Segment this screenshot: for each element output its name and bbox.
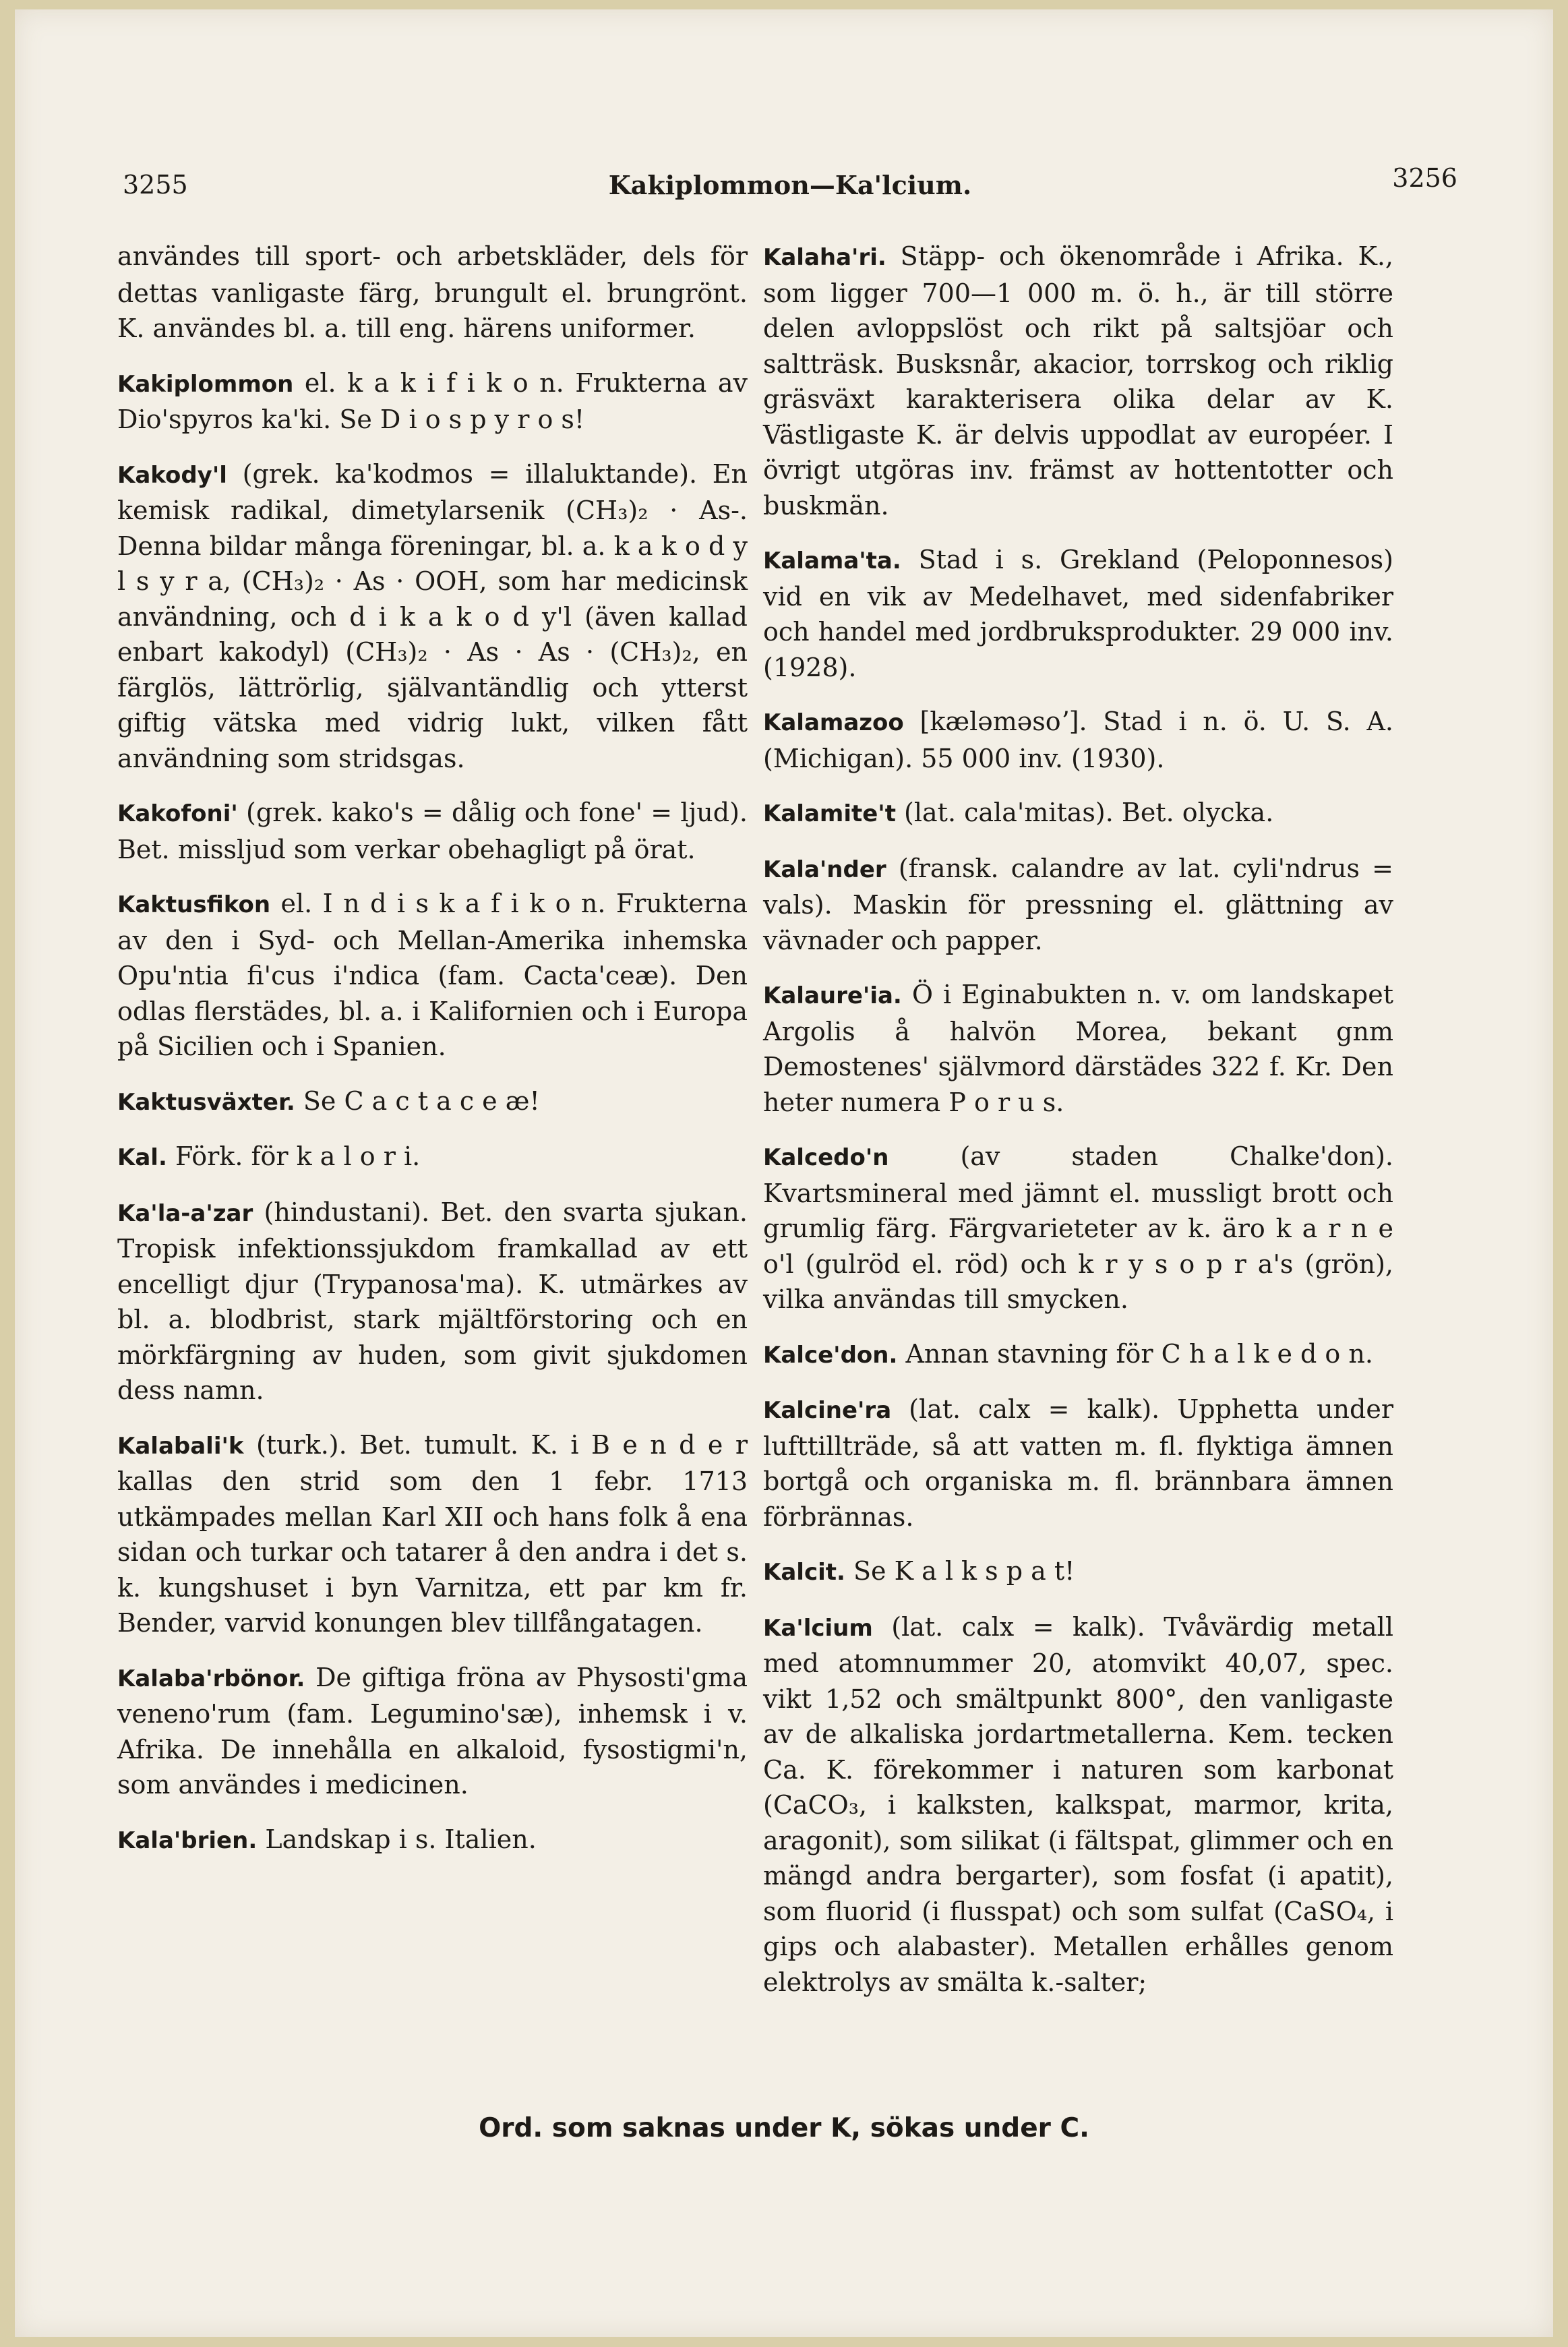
dictionary-entry bbox=[763, 542, 1393, 685]
entry-headword: Kalaure'ia. bbox=[763, 982, 902, 1009]
entry-headword: Kalaba'rbönor. bbox=[117, 1665, 305, 1692]
entry-text: (hindustani). Bet. den svarta sjukan. Tropisk infektionssjukdom framkallad av ett encelligt djur (Trypanosa'ma). K. utmärkes av bl. a. blodbrist, stark mjältförstoring och en mörkfärgning av huden, som givit sjukdomen dess namn. bbox=[117, 1197, 748, 1405]
entry-headword: Ka'la-a'zar bbox=[117, 1199, 253, 1227]
entry-text: Förk. för k a l o r i. bbox=[175, 1141, 421, 1171]
entry-text: (av staden Chalke'don). Kvartsmineral med jämnt el. mussligt brott och grumlig färg. Färgvarieteter av k. äro k a r n e o'l (gulröd el. röd) och k r y s o p r a's (grön), vilka användas till smycken. bbox=[763, 1141, 1393, 1314]
dictionary-entry bbox=[763, 1609, 1393, 2000]
entry-headword: Kalcedo'n bbox=[763, 1144, 889, 1171]
dictionary-entry bbox=[117, 1083, 748, 1121]
page-footer-note: Ord. som saknas under K, sökas under C. bbox=[479, 2113, 1089, 2143]
entry-headword: Kala'nder bbox=[763, 856, 886, 883]
entry-text: De giftiga fröna av Physosti'gma veneno'rum (fam. Legumino'sæ), inhemsk i v. Afrika. De innehålla en alkaloid, fysostigmi'n, som användes i medicinen. bbox=[117, 1662, 748, 1800]
right-column bbox=[763, 239, 1393, 2019]
entry-headword: Kakiplommon bbox=[117, 370, 294, 398]
entry-text: (lat. calx = kalk). Tvåvärdig metall med atomnummer 20, atomvikt 40,07, spec. vikt 1,52 och smältpunkt 800°, den vanligaste av de alkaliska jordartmetallerna. Kem. tecken Ca. K. förekommer i naturen som karbonat (CaCO₃, i kalksten, kalkspat, marmor, krita, aragonit), som silikat (i fältspat, glimmer och en mängd andra bergarter), som fosfat (i apatit), som fluorid (i flusspat) och som sulfat (CaSO₄, i gips och alabaster). Metallen erhålles genom elektrolys av smälta k.-salter; bbox=[763, 1611, 1393, 1997]
dictionary-entry bbox=[117, 886, 748, 1065]
entry-text: Landskap i s. Italien. bbox=[265, 1824, 537, 1854]
dictionary-entry bbox=[763, 1139, 1393, 1317]
entry-headword: Kalcit. bbox=[763, 1559, 845, 1586]
entry-text: (fransk. calandre av lat. cyli'ndrus = vals). Maskin för pressning el. glättning av vävnader och papper. bbox=[763, 853, 1393, 955]
entry-headword: Kalce'don. bbox=[763, 1341, 898, 1369]
dictionary-entry bbox=[763, 851, 1393, 959]
entry-headword: Ka'lcium bbox=[763, 1614, 873, 1642]
dictionary-entry bbox=[117, 1427, 748, 1641]
entry-text: Stäpp- och ökenområde i Afrika. K., som ligger 700—1 000 m. ö. h., är till större delen avloppslöst och rikt på saltsjöar och saltträsk. Busksnår, akacior, torrskog och riklig gräsväxt karakterisera olika delar av K. Västligaste K. är delvis uppodlat av européer. I övrigt utgöras inv. främst av hottentotter och buskmän. bbox=[763, 241, 1393, 521]
entry-headword: Kalaha'ri. bbox=[763, 244, 886, 271]
page-number-right: 3256 bbox=[1392, 163, 1457, 193]
document-page bbox=[15, 9, 1553, 2337]
entry-headword: Kalabali'k bbox=[117, 1432, 244, 1460]
dictionary-entry bbox=[763, 1392, 1393, 1535]
entry-headword: Kaktusfikon bbox=[117, 891, 271, 918]
dictionary-entry bbox=[763, 239, 1393, 523]
entry-text: (grek. kako's = dålig och fone' = ljud). Bet. missljud som verkar obehagligt på örat. bbox=[117, 798, 748, 864]
dictionary-entry bbox=[117, 1660, 748, 1803]
page-number-left: 3255 bbox=[123, 170, 188, 200]
dictionary-entry bbox=[117, 239, 748, 347]
dictionary-entry bbox=[763, 704, 1393, 776]
page-title: Kakiplommon—Ka'lcium. bbox=[608, 170, 972, 200]
entry-headword: Kal. bbox=[117, 1144, 167, 1171]
entry-text: (lat. calx = kalk). Upphetta under lufttillträde, så att vatten m. fl. flyktiga ämnen bortgå och organiska m. fl. brännbara ämnen förbrännas. bbox=[763, 1394, 1393, 1532]
dictionary-entry bbox=[763, 795, 1393, 832]
entry-headword: Kalama'ta. bbox=[763, 547, 901, 574]
dictionary-entry bbox=[117, 365, 748, 438]
dictionary-entry bbox=[117, 1195, 748, 1408]
entry-headword: Kalcine'ra bbox=[763, 1397, 892, 1424]
entry-text: Ö i Eginabukten n. v. om landskapet Argolis å halvön Morea, bekant gnm Demostenes' självmord därstädes 322 f. Kr. Den heter numera P o r u s. bbox=[763, 980, 1393, 1117]
entry-headword: Kaktusväxter. bbox=[117, 1088, 295, 1116]
dictionary-entry bbox=[117, 1139, 748, 1176]
entry-text: Annan stavning för C h a l k e d o n. bbox=[905, 1338, 1373, 1369]
entry-text: Se C a c t a c e æ! bbox=[303, 1086, 540, 1116]
entry-text: [kæləməsoʼ]. Stad i n. ö. U. S. A. (Michigan). 55 000 inv. (1930). bbox=[763, 707, 1393, 773]
entry-headword: Kakofoni' bbox=[117, 800, 238, 827]
left-column bbox=[117, 239, 748, 1877]
entry-text: el. I n d i s k a f i k o n. Frukterna av den i Syd- och Mellan-Amerika inhemska Opu'ntia fi'cus i'ndica (fam. Cacta'ceæ). Den odlas flerstädes, bl. a. i Kalifornien och i Europa på Sicilien och i Spanien. bbox=[117, 889, 748, 1061]
dictionary-entry bbox=[763, 977, 1393, 1120]
running-header bbox=[123, 163, 1457, 210]
entry-text: Se K a l k s p a t! bbox=[853, 1556, 1075, 1586]
entry-text: (turk.). Bet. tumult. K. i B e n d e r kallas den strid som den 1 febr. 1713 utkämpades mellan Karl XII och hans folk å ena sidan och turkar och tatarer å den andra i det s. k. kungshuset i byn Varnitza, ett par km fr. Bender, varvid konungen blev tillfångatagen. bbox=[117, 1429, 748, 1638]
dictionary-entry bbox=[763, 1336, 1393, 1373]
entry-headword: Kala'brien. bbox=[117, 1826, 258, 1854]
dictionary-entry bbox=[117, 1822, 748, 1859]
entry-headword: Kalamazoo bbox=[763, 709, 904, 736]
entry-text: (lat. cala'mitas). Bet. olycka. bbox=[904, 798, 1274, 827]
entry-text: el. k a k i f i k o n. Frukterna av Dio'spyros ka'ki. Se D i o s p y r o s! bbox=[117, 367, 748, 434]
entry-text: (grek. ka'kodmos = illaluktande). En kemisk radikal, dimetylarsenik (CH₃)₂ · As-. Denna bildar många föreningar, bl. a. k a k o d y l s y r a, (CH₃)₂ · As · OOH, som har medicinsk användning, och d i k a k o d y'l (även kallad enbart kakodyl) (CH₃)₂ · As · As · (CH₃)₂, en färglös, lättrörlig, självantändlig och ytterst giftig vätska med vidrig lukt, vilken fått användning som stridsgas. bbox=[117, 458, 748, 773]
entry-headword: Kalamite't bbox=[763, 800, 896, 827]
dictionary-entry bbox=[117, 795, 748, 867]
entry-text: användes till sport- och arbetskläder, dels för dettas vanligaste färg, brungult el. brungrönt. K. användes bl. a. till eng. härens uniformer. bbox=[117, 241, 748, 343]
dictionary-entry bbox=[117, 456, 748, 777]
entry-text: Stad i s. Grekland (Peloponnesos) vid en vik av Medelhavet, med sidenfabriker och handel med jordbruksprodukter. 29 000 inv. (1928). bbox=[763, 545, 1393, 682]
dictionary-entry bbox=[763, 1553, 1393, 1591]
entry-headword: Kakody'l bbox=[117, 461, 227, 489]
